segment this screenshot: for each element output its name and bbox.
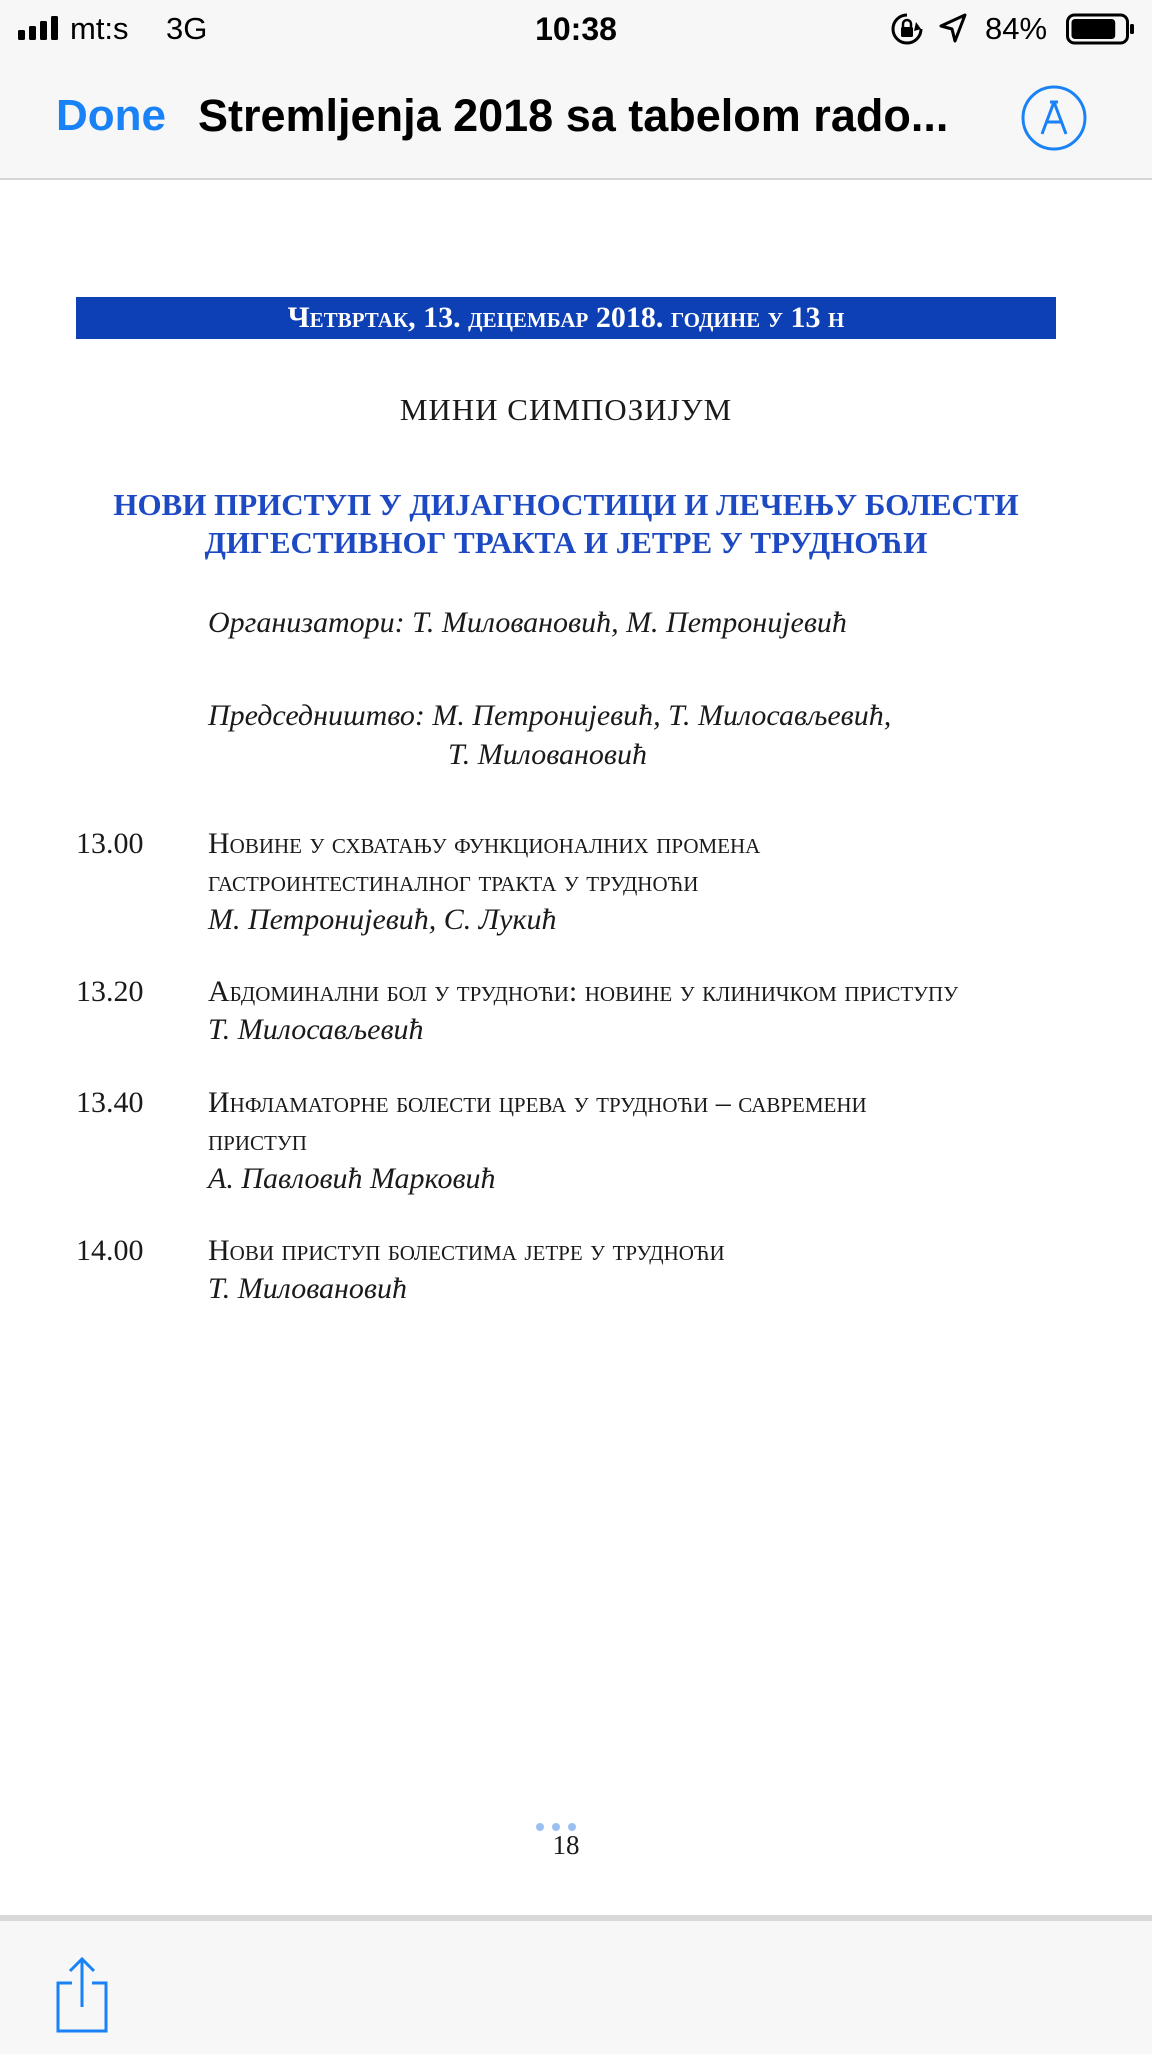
page-number: 18 xyxy=(552,1830,580,1860)
document-title: Stremljenja 2018 sa tabelom rado... xyxy=(198,90,949,141)
presidium xyxy=(208,696,1028,774)
program-talk xyxy=(208,825,1068,939)
battery-percent: 84% xyxy=(985,11,1048,46)
symposium-title-line1: НОВИ ПРИСТУП У ДИЈАГНОСТИЦИ И ЛЕЧЕЊУ БОЛЕСТИ xyxy=(113,487,1019,522)
section-label: МИНИ СИМПОЗИЈУМ xyxy=(399,392,733,427)
symposium-title xyxy=(76,486,1056,562)
talk-speaker: М. Петронијевић, С. Лукић xyxy=(208,903,557,936)
carrier-name: mt:s xyxy=(70,11,129,46)
talk-speaker: Т. Миловановић xyxy=(208,1272,407,1305)
talk-title-line2: гастроинтестиналног тракта у трудноћи xyxy=(208,865,699,898)
program-talk xyxy=(208,1084,1068,1198)
status-time: 10:38 xyxy=(535,11,617,47)
location-arrow-icon xyxy=(938,12,968,44)
battery-icon xyxy=(1066,13,1136,45)
share-icon[interactable] xyxy=(54,1955,110,2035)
markup-pen-icon[interactable] xyxy=(1020,84,1088,152)
program-talk xyxy=(208,973,1068,1049)
talk-title-line2: приступ xyxy=(208,1124,307,1157)
talk-title-line1: Инфламаторне болести црева у трудноћи – савремени xyxy=(208,1086,867,1119)
program-time: 13.40 xyxy=(76,1086,144,1119)
program-time: 13.00 xyxy=(76,827,144,860)
status-bar xyxy=(0,0,1152,58)
network-type: 3G xyxy=(166,11,208,46)
done-button[interactable]: Done xyxy=(56,91,166,140)
bottom-toolbar xyxy=(0,1915,1152,2054)
rotation-lock-icon xyxy=(890,12,924,46)
program-talk xyxy=(208,1232,1068,1308)
talk-speaker: А. Павловић Марковић xyxy=(208,1162,496,1195)
talk-speaker: Т. Милосављевић xyxy=(208,1013,424,1046)
program-time: 14.00 xyxy=(76,1234,144,1267)
program-time: 13.20 xyxy=(76,975,144,1008)
talk-title-line1: Абдоминални бол у трудноћи: новине у клиничком приступу xyxy=(208,975,959,1008)
talk-title-line1: Новине у схватању функционалних промена xyxy=(208,827,761,860)
presidium-line2: Т. Миловановић xyxy=(448,738,647,771)
talk-title-line1: Нови приступ болестима јетре у трудноћи xyxy=(208,1234,725,1267)
presidium-line1: Председништво: М. Петронијевић, Т. Милосављевић, xyxy=(208,699,892,732)
organizers: Организатори: Т. Миловановић, М. Петронијевић xyxy=(208,606,847,639)
symposium-title-line2: ДИГЕСТИВНОГ ТРАКТА И ЈЕТРЕ У ТРУДНОЋИ xyxy=(204,525,928,560)
nav-bar xyxy=(0,58,1152,180)
document-page[interactable] xyxy=(0,180,1152,1915)
date-banner: Четвртак, 13. децембар 2018. године у 13 h xyxy=(76,297,1056,339)
